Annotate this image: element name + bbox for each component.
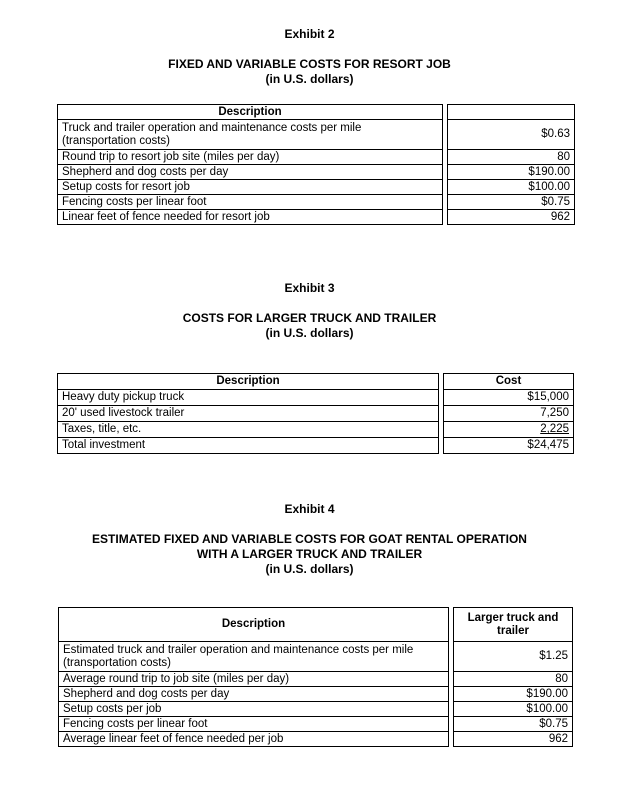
row-value: 2,225: [540, 423, 569, 435]
row-description: Average linear feet of fence needed per job: [59, 732, 449, 747]
row-description: Total investment: [58, 438, 439, 454]
row-description: Average round trip to job site (miles per day): [59, 672, 449, 687]
table-row: [59, 687, 573, 702]
description-header: Description: [59, 608, 449, 642]
row-value: $0.75: [454, 717, 573, 732]
table-row: [58, 210, 575, 225]
exhibit-4-table: [58, 607, 573, 747]
exhibit-2-table: [57, 104, 575, 225]
row-value: $100.00: [454, 702, 573, 717]
row-description: Linear feet of fence needed for resort job: [58, 210, 443, 225]
row-value: 80: [454, 672, 573, 687]
row-description: Taxes, title, etc.: [58, 422, 439, 438]
description-header: Description: [58, 374, 439, 390]
row-description: Shepherd and dog costs per day: [58, 165, 443, 180]
table-row: [59, 717, 573, 732]
row-description: Fencing costs per linear foot: [59, 717, 449, 732]
row-value: $0.63: [448, 120, 575, 150]
row-value: $24,475: [444, 438, 574, 454]
table-row: [58, 422, 574, 438]
row-description: Heavy duty pickup truck: [58, 390, 439, 406]
row-value: 962: [454, 732, 573, 747]
row-description: Round trip to resort job site (miles per day): [58, 150, 443, 165]
row-value: $190.00: [454, 687, 573, 702]
row-value: $15,000: [444, 390, 574, 406]
row-description: Setup costs for resort job: [58, 180, 443, 195]
table-row: [58, 195, 575, 210]
row-value: $100.00: [448, 180, 575, 195]
table-row: [59, 702, 573, 717]
exhibit-3-title: COSTS FOR LARGER TRUCK AND TRAILER: [182, 311, 437, 325]
row-value: $1.25: [454, 642, 573, 672]
table-row: [59, 642, 573, 672]
exhibit-3-subtitle: (in U.S. dollars): [265, 326, 354, 340]
exhibit-4-subtitle: (in U.S. dollars): [265, 562, 354, 576]
exhibit-2-label: Exhibit 2: [284, 27, 335, 41]
table-row: [58, 150, 575, 165]
exhibit-4-label: Exhibit 4: [284, 502, 335, 516]
description-header: Description: [58, 105, 443, 120]
exhibit-3-label: Exhibit 3: [284, 281, 335, 295]
table-row: [58, 165, 575, 180]
cost-header: Cost: [444, 374, 574, 390]
table-row: [58, 390, 574, 406]
row-description: Shepherd and dog costs per day: [59, 687, 449, 702]
exhibit-2-title: FIXED AND VARIABLE COSTS FOR RESORT JOB: [168, 57, 451, 71]
larger-truck-header: Larger truck and trailer: [454, 608, 573, 642]
row-description: Setup costs per job: [59, 702, 449, 717]
table-header-row: [58, 105, 575, 120]
row-description: 20' used livestock trailer: [58, 406, 439, 422]
table-row: [59, 732, 573, 747]
row-description: Truck and trailer operation and maintenance costs per mile (transportation costs): [58, 120, 443, 150]
row-description: Estimated truck and trailer operation and maintenance costs per mile (transportation costs): [59, 642, 449, 672]
exhibit-3-table: [57, 373, 574, 454]
exhibit-4-title-line-2: WITH A LARGER TRUCK AND TRAILER: [196, 547, 423, 561]
row-value: 7,250: [444, 406, 574, 422]
table-row: [58, 406, 574, 422]
table-header-row: [59, 608, 573, 642]
table-row: [58, 120, 575, 150]
row-value: $190.00: [448, 165, 575, 180]
table-row: [58, 180, 575, 195]
exhibit-2-subtitle: (in U.S. dollars): [265, 72, 354, 86]
row-value: 962: [448, 210, 575, 225]
exhibit-4-title-line-1: ESTIMATED FIXED AND VARIABLE COSTS FOR GOAT RENTAL OPERATION: [92, 532, 527, 546]
row-value: $0.75: [448, 195, 575, 210]
row-value: 80: [448, 150, 575, 165]
table-header-row: [58, 374, 574, 390]
table-row: [58, 438, 574, 454]
table-row: [59, 672, 573, 687]
row-description: Fencing costs per linear foot: [58, 195, 443, 210]
